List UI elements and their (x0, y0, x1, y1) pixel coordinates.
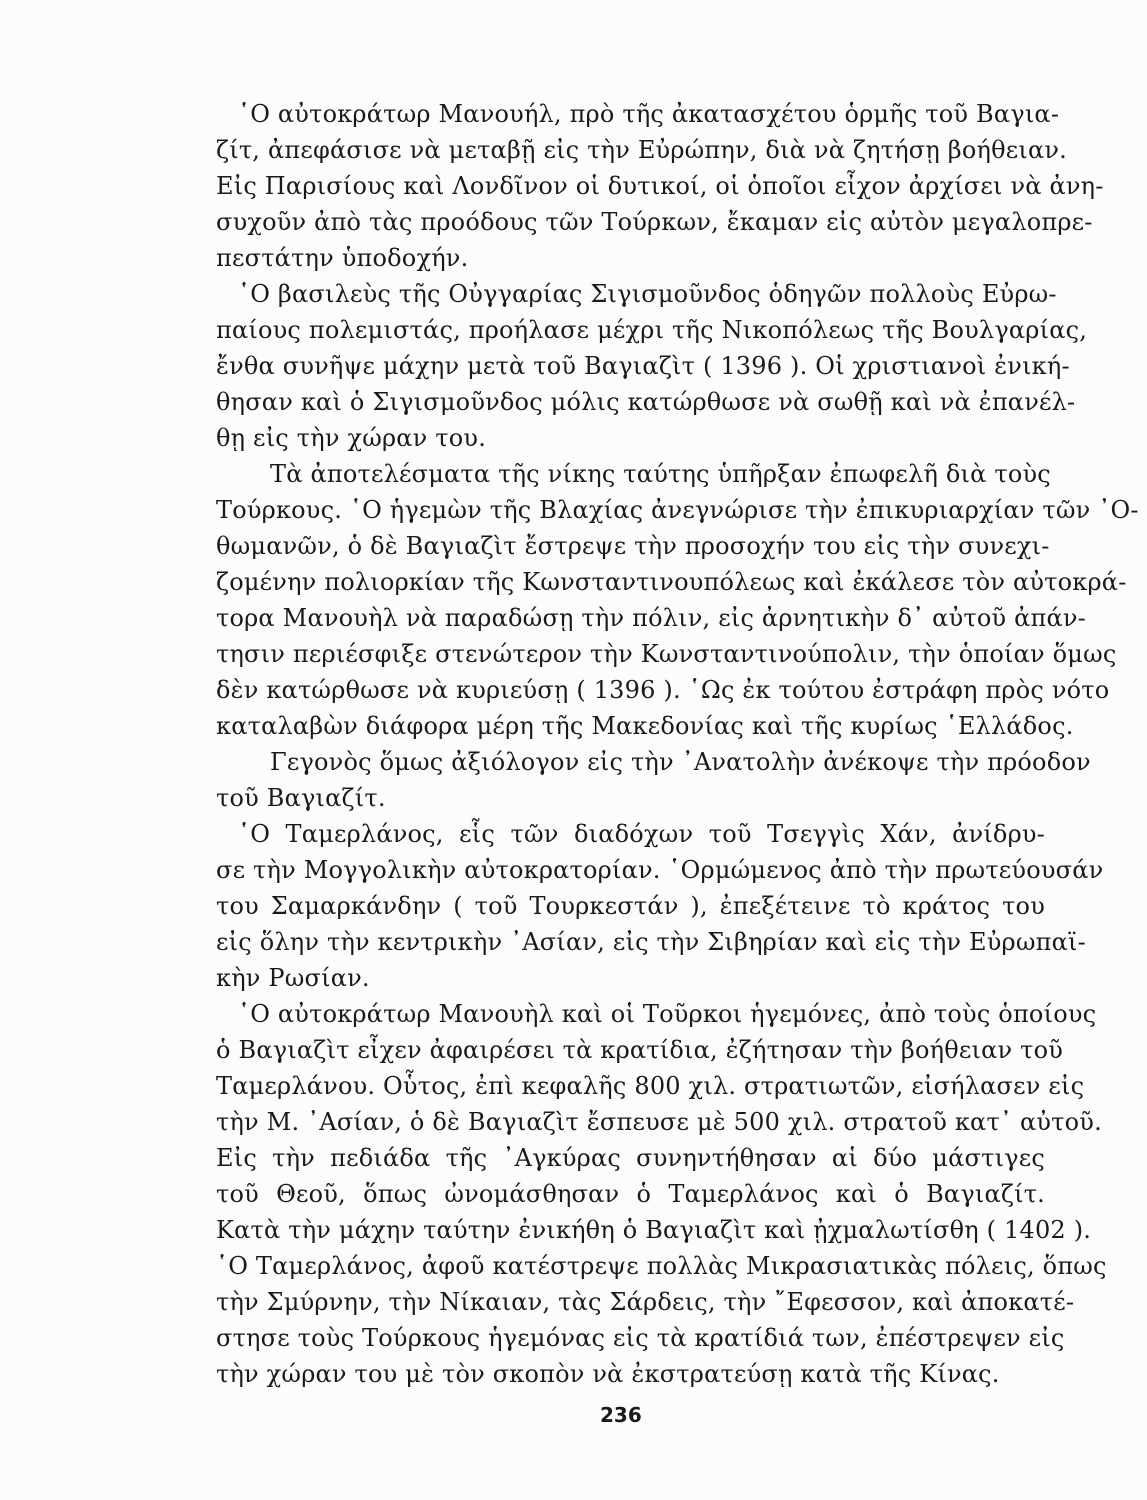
text-line: Τούρκους. ῾Ο ἡγεμὼν τῆς Βλαχίας ἀνεγνώρισε τὴν ἐπικυριαρχίαν τῶν ᾿Ο- (216, 496, 1139, 524)
text-line: ζομένην πολιορκίαν τῆς Κωνσταντινουπόλεως καὶ ἐκάλεσε τὸν αὐτοκρά- (216, 568, 1127, 596)
text-line: θησαν καὶ ὁ Σιγισμοῦνδος μόλις κατώρθωσε νὰ σωθῇ καὶ νὰ ἐπανέλ- (216, 388, 1076, 416)
text-line: τησιν περιέσφιξε στενώτερον τὴν Κωνσταντινούπολιν, τὴν ὁποίαν ὅμως (216, 640, 1117, 668)
page-number: 236 (600, 1403, 642, 1427)
text-line: θωμανῶν, ὁ δὲ Βαγιαζὶτ ἔστρεψε τὴν προσοχήν του εἰς τὴν συνεχι- (216, 532, 1050, 560)
text-line: δὲν κατώρθωσε νὰ κυριεύσῃ ( 1396 ). ῾Ως ἐκ τούτου ἐστράφη πρὸς νότο (216, 676, 1110, 704)
text-line: παίους πολεμιστάς, προήλασε μέχρι τῆς Νικοπόλεως τῆς Βουλγαρίας, (216, 316, 1088, 344)
text-line: ζίτ, ἀπεφάσισε νὰ μεταβῇ εἰς τὴν Εὐρώπην, διὰ νὰ ζητήσῃ βοήθειαν. (216, 136, 1067, 164)
text-line: κὴν Ρωσίαν. (216, 964, 370, 992)
text-line: Ταμερλάνου. Οὗτος, ἐπὶ κεφαλῆς 800 χιλ. στρατιωτῶν, εἰσήλασεν εἰς (216, 1072, 1085, 1100)
text-line: στησε τοὺς Τούρκους ἡγεμόνας εἰς τὰ κρατίδιά των, ἐπέστρεψεν εἰς (216, 1324, 1065, 1352)
text-line: ῾Ο Ταμερλάνος, ἀφοῦ κατέστρεψε πολλὰς Μικρασιατικὰς πόλεις, ὅπως (216, 1252, 1107, 1280)
text-line: θῃ εἰς τὴν χώραν του. (216, 424, 487, 452)
text-line: τὴν χώραν του μὲ τὸν σκοπὸν νὰ ἐκστρατεύσῃ κατὰ τῆς Κίνας. (216, 1360, 1000, 1388)
text-line: συχοῦν ἀπὸ τὰς προόδους τῶν Τούρκων, ἔκαμαν εἰς αὐτὸν μεγαλοπρε- (216, 208, 1093, 236)
text-line: του Σαμαρκάνδην ( τοῦ Τουρκεστάν ), ἐπεξέτεινε τὸ κράτος του (216, 892, 1045, 920)
text-line: Εἰς τὴν πεδιάδα τῆς ᾿Αγκύρας συνηντήθησαν αἱ δύο μάστιγες (216, 1144, 1045, 1172)
text-line: τὴν Σμύρνην, τὴν Νίκαιαν, τὰς Σάρδεις, τὴν ῎Εφεσσον, καὶ ἀποκατέ- (216, 1288, 1075, 1316)
text-line: ὁ Βαγιαζὶτ εἶχεν ἀφαιρέσει τὰ κρατίδια, ἐζήτησαν τὴν βοήθειαν τοῦ (216, 1036, 1064, 1064)
text-line: Γεγονὸς ὅμως ἀξιόλογον εἰς τὴν ᾿Ανατολὴν ἀνέκοψε τὴν πρόοδον (270, 748, 1091, 776)
body-text (216, 96, 1139, 1392)
text-line: σε τὴν Μογγολικὴν αὐτοκρατορίαν. ῾Ορμώμενος ἀπὸ τὴν πρωτεύουσάν (216, 856, 1104, 884)
text-line: ῾Ο Ταμερλάνος, εἷς τῶν διαδόχων τοῦ Τσεγγὶς Χάν, ἀνίδρυ- (238, 820, 1045, 848)
text-line: Εἰς Παρισίους καὶ Λονδῖνον οἱ δυτικοί, οἱ ὁποῖοι εἶχον ἀρχίσει νὰ ἀνη- (216, 172, 1104, 200)
text-line: εἰς ὅλην τὴν κεντρικὴν ᾿Ασίαν, εἰς τὴν Σιβηρίαν καὶ εἰς τὴν Εὐρωπαϊ- (216, 928, 1086, 956)
text-line: τορα Μανουὴλ νὰ παραδώσῃ τὴν πόλιν, εἰς ἀρνητικὴν δ᾿ αὐτοῦ ἀπάν- (216, 604, 1086, 632)
text-line: ἔνθα συνῆψε μάχην μετὰ τοῦ Βαγιαζὶτ ( 1396 ). Οἱ χριστιανοὶ ἐνική- (216, 352, 1070, 380)
text-line: Κατὰ τὴν μάχην ταύτην ἐνικήθη ὁ Βαγιαζὶτ καὶ ᾐχμαλωτίσθη ( 1402 ). (216, 1216, 1092, 1244)
text-line: τοῦ Βαγιαζίτ. (216, 784, 386, 812)
text-line: πεστάτην ὑποδοχήν. (216, 244, 469, 272)
text-line: καταλαβὼν διάφορα μέρη τῆς Μακεδονίας καὶ τῆς κυρίως ῾Ελλάδος. (216, 712, 1074, 740)
text-line: τοῦ Θεοῦ, ὅπως ὠνομάσθησαν ὁ Ταμερλάνος καὶ ὁ Βαγιαζίτ. (216, 1180, 1045, 1208)
text-line: τὴν Μ. ᾿Ασίαν, ὁ δὲ Βαγιαζὶτ ἔσπευσε μὲ 500 χιλ. στρατοῦ κατ᾿ αὐτοῦ. (216, 1108, 1102, 1136)
text-line: ῾Ο αὐτοκράτωρ Μανουὴλ καὶ οἱ Τοῦρκοι ἡγεμόνες, ἀπὸ τοὺς ὁποίους (238, 1000, 1097, 1028)
text-line: Τὰ ἀποτελέσματα τῆς νίκης ταύτης ὑπῆρξαν ἐπωφελῆ διὰ τοὺς (270, 460, 1051, 488)
text-line: ῾Ο βασιλεὺς τῆς Οὐγγαρίας Σιγισμοῦνδος ὁδηγῶν πολλοὺς Εὐρω- (238, 280, 1057, 308)
text-line: ῾Ο αὐτοκράτωρ Μανουήλ, πρὸ τῆς ἀκατασχέτου ὁρμῆς τοῦ Βαγια- (238, 100, 1060, 128)
